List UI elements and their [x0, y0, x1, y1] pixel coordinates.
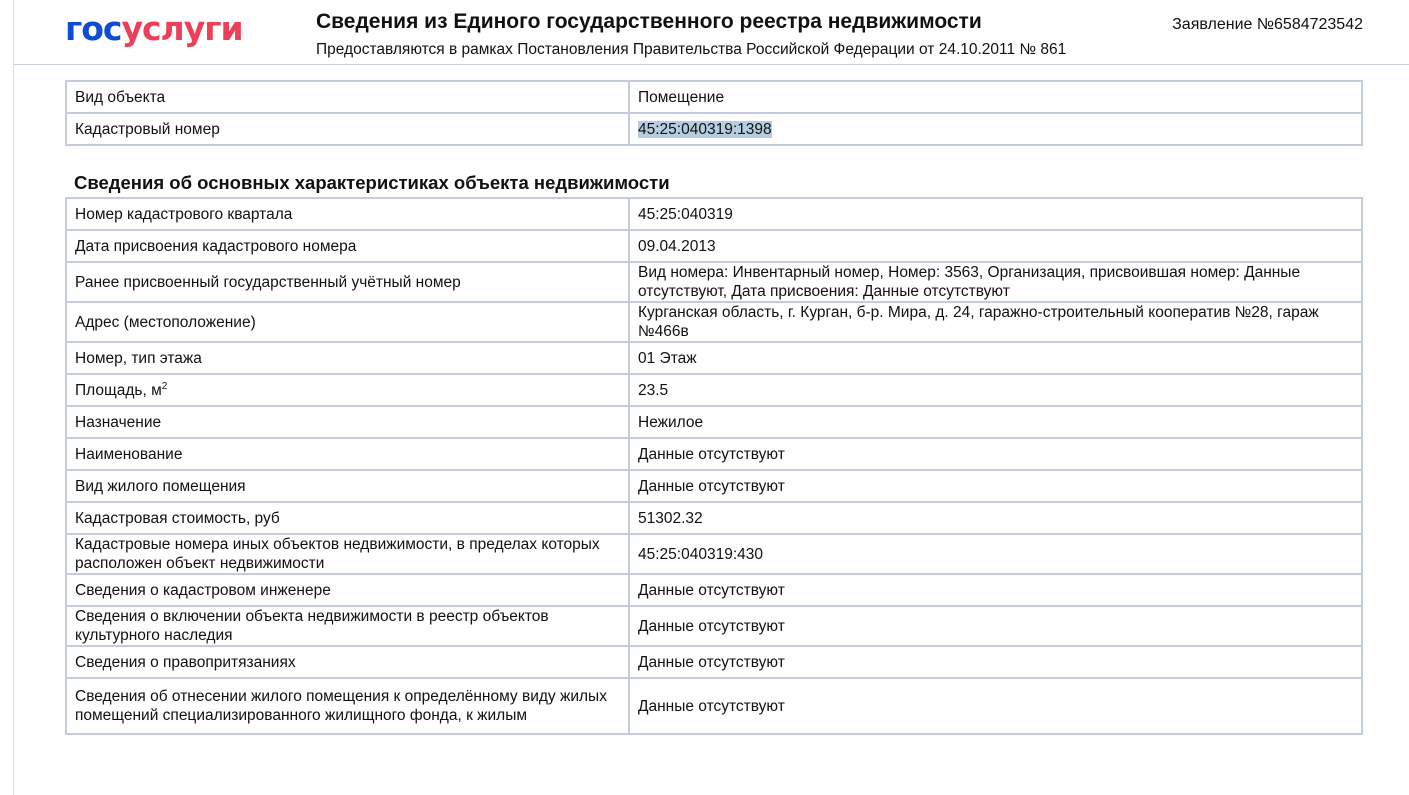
row-label: Вид жилого помещения	[66, 470, 629, 502]
table-row	[66, 406, 1362, 438]
row-label: Номер кадастрового квартала	[66, 198, 629, 230]
row-value: Нежилое	[629, 406, 1362, 438]
object-type-label: Вид объекта	[66, 81, 629, 113]
table-row	[66, 534, 1362, 574]
row-label: Кадастровая стоимость, руб	[66, 502, 629, 534]
row-value: Данные отсутствуют	[629, 438, 1362, 470]
row-label: Номер, тип этажа	[66, 342, 629, 374]
object-type-value: Помещение	[629, 81, 1362, 113]
characteristics-table	[65, 197, 1363, 735]
row-value: Данные отсутствуют	[629, 470, 1362, 502]
row-value: 45:25:040319:430	[629, 534, 1362, 574]
row-value: 51302.32	[629, 502, 1362, 534]
area-unit-superscript: 2	[161, 380, 168, 392]
cadastral-number-label: Кадастровый номер	[66, 113, 629, 145]
cadastral-number-selected-text[interactable]: 45:25:040319:1398	[638, 120, 772, 138]
cadastral-number-cell	[629, 113, 1362, 145]
table-row	[66, 113, 1362, 145]
table-row	[66, 342, 1362, 374]
object-info-table	[65, 80, 1363, 146]
row-value: Данные отсутствуют	[629, 606, 1362, 646]
table-row	[66, 230, 1362, 262]
table-row	[66, 81, 1362, 113]
row-value: Вид номера: Инвентарный номер, Номер: 3563, Организация, присвоившая номер: Данные отсутствуют, Дата присвоения: Данные отсутствуют	[629, 262, 1362, 302]
table-row	[66, 502, 1362, 534]
table-row	[66, 438, 1362, 470]
row-label: Площадь, м	[75, 381, 162, 399]
logo-part-uslugi: услуги	[121, 9, 243, 48]
table-row	[66, 470, 1362, 502]
row-label: Назначение	[66, 406, 629, 438]
row-label: Адрес (местоположение)	[66, 302, 629, 342]
table-row	[66, 374, 1362, 406]
row-label: Сведения о правопритязаниях	[66, 646, 629, 678]
application-number: Заявление №6584723542	[1172, 16, 1363, 33]
row-value: 09.04.2013	[629, 230, 1362, 262]
table-row	[66, 198, 1362, 230]
document-header	[14, 0, 1409, 65]
row-value: Данные отсутствуют	[629, 678, 1362, 734]
table-row	[66, 262, 1362, 302]
row-label: Кадастровые номера иных объектов недвижимости, в пределах которых расположен объект недвижимости	[66, 534, 629, 574]
row-label: Сведения об отнесении жилого помещения к определённому виду жилых помещений специализированного жилищного фонда, к жилым	[66, 678, 629, 734]
row-value: Данные отсутствуют	[629, 646, 1362, 678]
document-subtitle: Предоставляются в рамках Постановления Правительства Российской Федерации от 24.10.2011 № 861	[316, 41, 1067, 58]
table-row	[66, 606, 1362, 646]
row-label: Дата присвоения кадастрового номера	[66, 230, 629, 262]
row-value: 23.5	[629, 374, 1362, 406]
document-title: Сведения из Единого государственного реестра недвижимости	[316, 10, 982, 33]
row-label: Наименование	[66, 438, 629, 470]
table-row	[66, 574, 1362, 606]
document-page	[13, 0, 1409, 795]
row-label: Сведения о включении объекта недвижимости в реестр объектов культурного наследия	[66, 606, 629, 646]
logo-part-gos: гос	[65, 9, 122, 48]
row-value: Курганская область, г. Курган, б-р. Мира, д. 24, гаражно-строительный кооператив №28, гараж №466в	[629, 302, 1362, 342]
gosuslugi-logo[interactable]	[65, 9, 243, 49]
row-value: 01 Этаж	[629, 342, 1362, 374]
row-value: Данные отсутствуют	[629, 574, 1362, 606]
table-row	[66, 678, 1362, 734]
table-row	[66, 646, 1362, 678]
row-label: Сведения о кадастровом инженере	[66, 574, 629, 606]
area-label-cell	[66, 374, 629, 406]
row-label: Ранее присвоенный государственный учётный номер	[66, 262, 629, 302]
table-row	[66, 302, 1362, 342]
row-value: 45:25:040319	[629, 198, 1362, 230]
section-title: Сведения об основных характеристиках объекта недвижимости	[74, 172, 670, 193]
